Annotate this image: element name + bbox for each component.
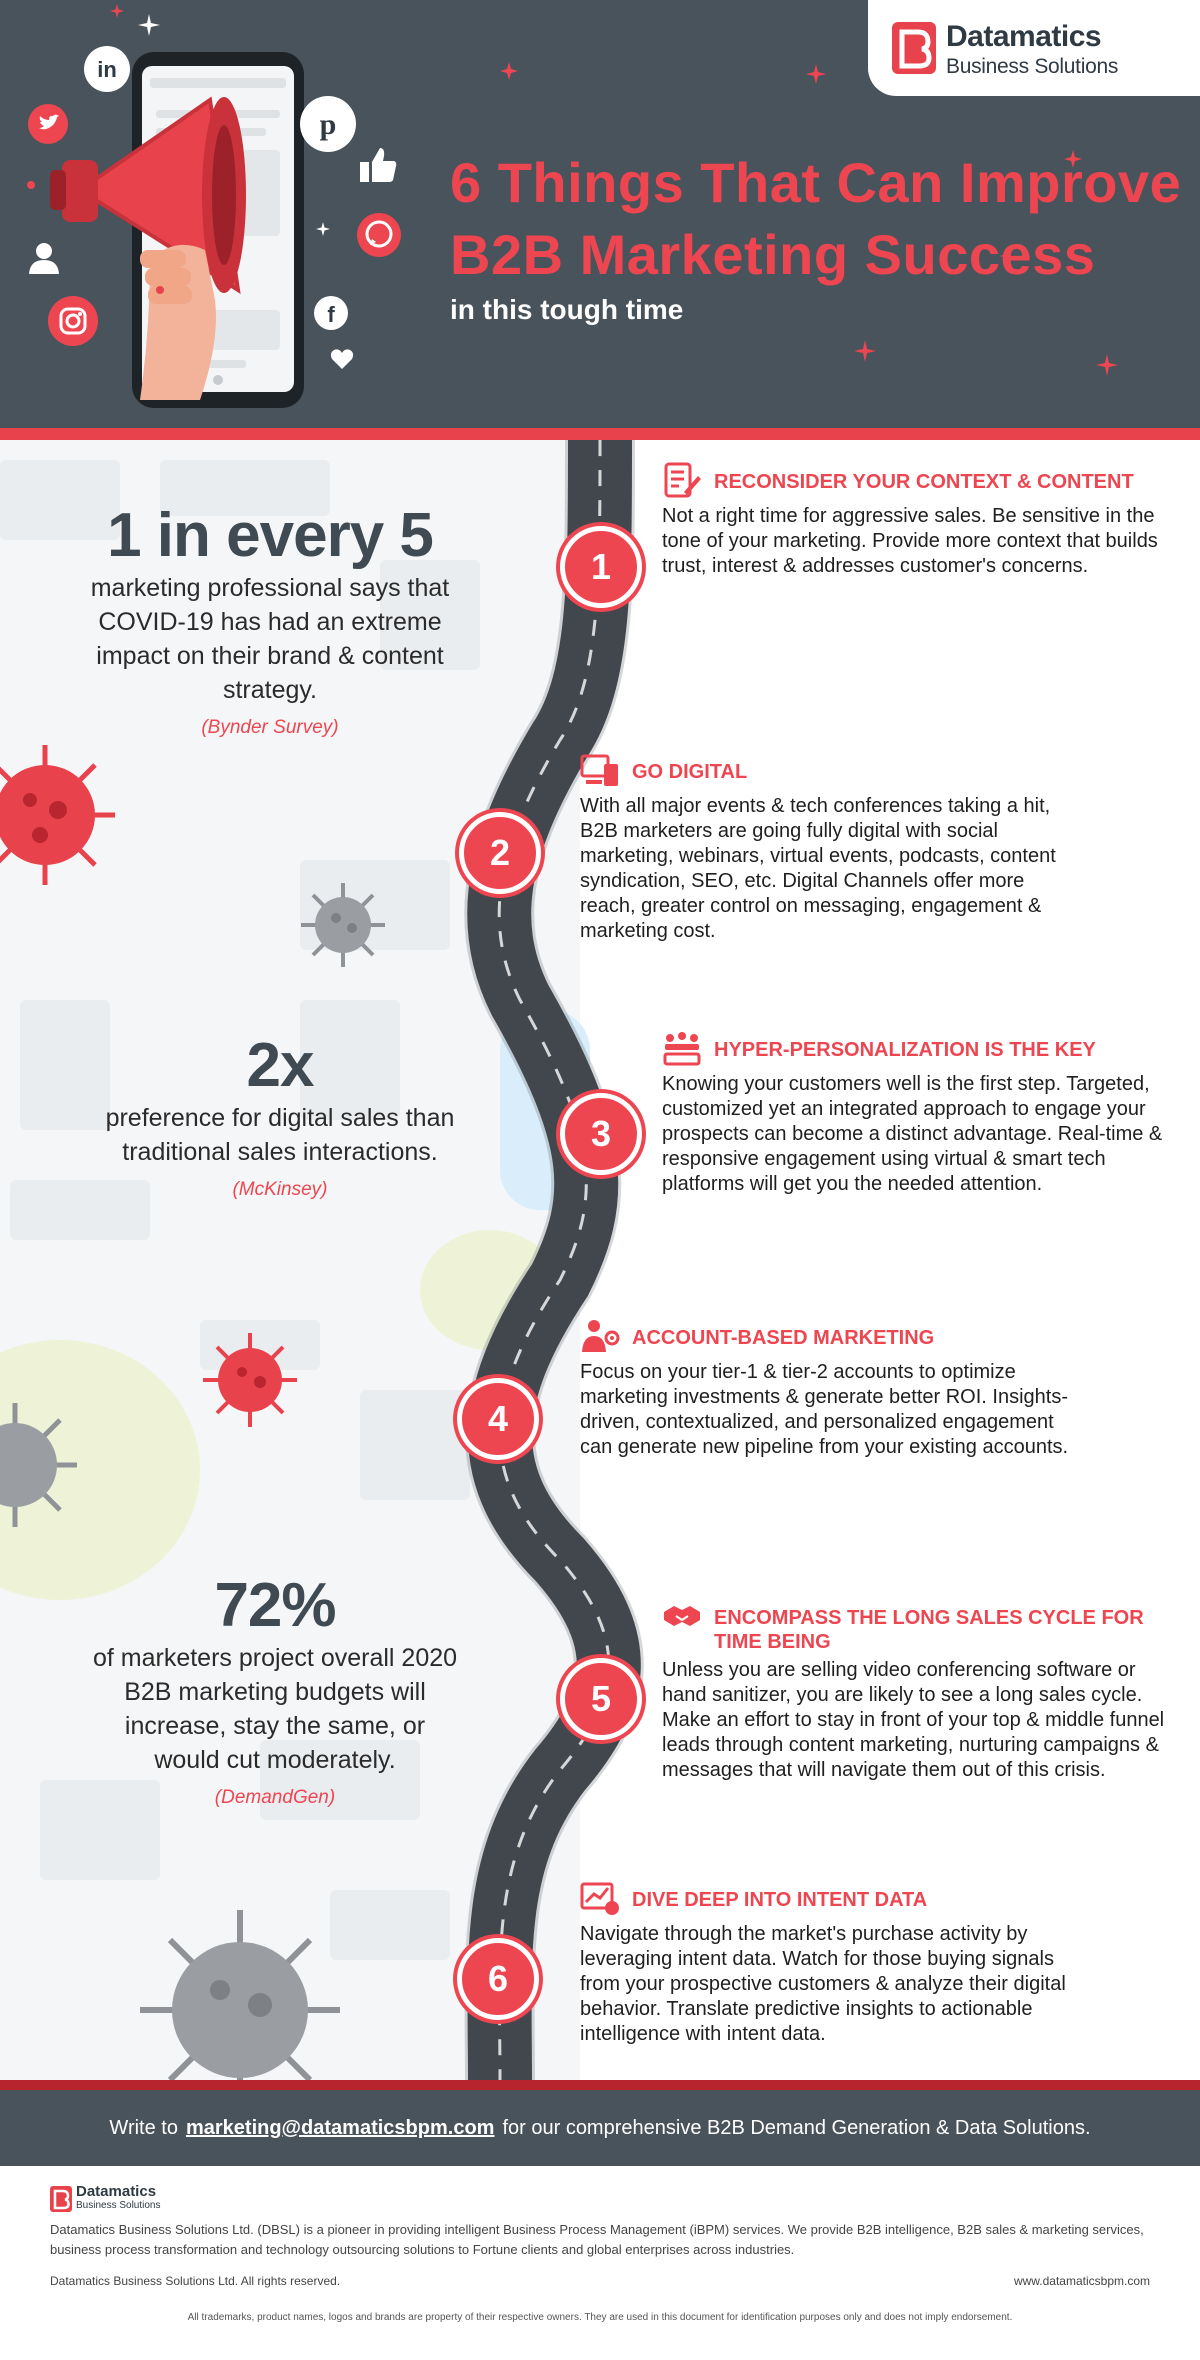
step-body: Not a right time for aggressive sales. Be sensitive in the tone of your marketing. Provide more context that builds trust, interest & addresses customer's concerns. xyxy=(662,505,1158,577)
whatsapp-icon xyxy=(356,212,402,258)
analytics-icon xyxy=(580,1878,620,1918)
stat-source: (Bynder Survey) xyxy=(201,717,339,738)
svg-text:in: in xyxy=(97,57,117,82)
stat-source: (McKinsey) xyxy=(232,1179,328,1200)
stat-value: 2x xyxy=(246,1031,314,1100)
linkedin-icon xyxy=(84,46,130,92)
virus-icon xyxy=(140,1910,340,2080)
step-marker-5: 5 xyxy=(560,1658,642,1740)
step-title: GO DIGITAL xyxy=(632,761,748,783)
stat-description: preference for digital sales than traditional sales interactions. xyxy=(105,1104,455,1166)
sparkle-icon xyxy=(1096,354,1118,376)
step-body: Knowing your customers well is the first step. Targeted, customized yet an integrated approach to engage your prospects can become a distinct advantage. Real-time & responsive engagement using virtual & smart tech platforms will get you the needed attention. xyxy=(662,1073,1163,1195)
step-marker-3: 3 xyxy=(560,1093,642,1175)
page-title-line2: B2B Marketing Success xyxy=(450,223,1096,286)
sparkle-icon xyxy=(854,340,876,362)
step-body: With all major events & tech conferences taking a hit, B2B marketers are going fully digital with social marketing, webinars, virtual events, podcasts, content syndication, SEO, etc. Digital Channels offer more reach, greater control on messaging, engagement & marketing cost. xyxy=(580,795,1056,942)
sparkle-icon xyxy=(26,180,36,190)
footer-brand-name: Datamatics xyxy=(76,2183,157,2200)
sparkle-icon xyxy=(806,64,826,84)
step-marker-2: 2 xyxy=(459,812,541,894)
datamatics-logo-icon xyxy=(50,2186,72,2212)
sparkle-icon xyxy=(110,4,124,18)
step-marker-1: 1 xyxy=(560,526,642,608)
page-title-line1: 6 Things That Can Improve xyxy=(450,151,1182,214)
stat-card-3 xyxy=(90,1570,460,1809)
stat-description: marketing professional says that COVID-19 has had an extreme impact on their brand & content strategy. xyxy=(90,574,450,704)
heart-icon xyxy=(330,348,354,370)
step-card-3 xyxy=(662,1028,1172,1197)
footer-website-link[interactable]: www.datamaticsbpm.com xyxy=(1013,2274,1150,2288)
step-card-1 xyxy=(662,460,1162,579)
devices-icon xyxy=(580,750,620,790)
twitter-icon xyxy=(28,104,68,144)
stat-source: (DemandGen) xyxy=(214,1787,336,1808)
cta-suffix: for our comprehensive B2B Demand Generation & Data Solutions. xyxy=(502,2116,1091,2139)
cta-banner xyxy=(0,2090,1200,2166)
roadmap-section xyxy=(0,440,1200,2080)
step-title: ACCOUNT-BASED MARKETING xyxy=(632,1327,935,1349)
header-divider xyxy=(0,428,1200,440)
document-edit-icon xyxy=(662,460,702,500)
facebook-icon xyxy=(314,296,348,330)
virus-icon xyxy=(0,740,120,890)
pinterest-icon xyxy=(300,96,356,152)
brand-logo[interactable] xyxy=(868,0,1200,96)
step-body: Navigate through the market's purchase activity by leveraging intent data. Watch for those buying signals from your prospective customers & analyze their digital behavior. Translate predictive insights to actionable intelligence with intent data. xyxy=(580,1923,1066,2045)
step-body: Focus on your tier-1 & tier-2 accounts to optimize marketing investments & generate better ROI. Insights-driven, contextualized, and personalized engagement can generate new pipeline from your existing accounts. xyxy=(580,1361,1069,1458)
step-body: Unless you are selling video conferencing software or hand sanitizer, you are likely to see a long sales cycle. Make an effort to stay in front of your top & middle funnel leads through content marketing, nurturing campaigns & messages that will navigate them out of this crisis. xyxy=(662,1659,1165,1781)
virus-icon xyxy=(0,1400,80,1530)
step-title: HYPER-PERSONALIZATION IS THE KEY xyxy=(714,1039,1096,1061)
target-person-icon xyxy=(580,1316,620,1356)
step-title: ENCOMPASS THE LONG SALES CYCLE FOR TIME BEING xyxy=(714,1607,1144,1653)
stat-card-2 xyxy=(100,1030,460,1201)
step-title: DIVE DEEP INTO INTENT DATA xyxy=(632,1889,928,1911)
cta-divider xyxy=(0,2080,1200,2090)
header-banner xyxy=(0,0,1200,428)
svg-text:f: f xyxy=(327,302,335,327)
footer-description: Datamatics Business Solutions Ltd. (DBSL) is a pioneer in providing intelligent Business Process Management (iBPM) services. We provide B2B intelligence, B2B sales & marketing services, business process transformation and technology outsourcing solutions to Fortune clients and global enterprises across industries. xyxy=(50,2222,1144,2257)
step-marker-6: 6 xyxy=(457,1938,539,2020)
audience-icon xyxy=(662,1028,702,1068)
step-card-4 xyxy=(580,1316,1080,1460)
svg-text:p: p xyxy=(319,108,337,141)
instagram-icon xyxy=(48,296,98,346)
stat-value: 1 in every 5 xyxy=(107,501,433,570)
step-title: RECONSIDER YOUR CONTEXT & CONTENT xyxy=(714,471,1134,493)
handshake-icon xyxy=(662,1596,702,1636)
datamatics-logo-icon xyxy=(892,22,936,74)
page-subtitle: in this tough time xyxy=(450,294,684,325)
stat-value: 72% xyxy=(214,1571,336,1640)
step-card-5 xyxy=(662,1596,1172,1783)
virus-icon xyxy=(200,1330,300,1430)
cta-prefix: Write to xyxy=(109,2116,178,2139)
step-card-6 xyxy=(580,1878,1090,2047)
sparkle-icon xyxy=(138,14,160,36)
user-icon xyxy=(26,240,62,276)
like-icon xyxy=(354,142,400,188)
stat-card-1 xyxy=(80,500,460,739)
footer-copyright: Datamatics Business Solutions Ltd. All rights reserved. xyxy=(50,2274,341,2288)
sparkle-icon xyxy=(316,222,330,236)
cta-email-link[interactable]: marketing@datamaticsbpm.com xyxy=(185,2116,495,2139)
step-marker-4: 4 xyxy=(457,1378,539,1460)
stat-description: of marketers project overall 2020 B2B marketing budgets will increase, stay the same, or would cut moderately. xyxy=(92,1644,458,1774)
brand-name: Datamatics xyxy=(946,20,1102,53)
virus-icon xyxy=(298,880,388,970)
footer-disclaimer: All trademarks, product names, logos and brands are property of their respective owners. They are used in this document for identification purposes only and does not imply endorsement. xyxy=(187,2312,1013,2323)
footer xyxy=(0,2166,1200,2360)
sparkle-icon xyxy=(500,62,518,80)
brand-sub: Business Solutions xyxy=(946,55,1119,78)
footer-brand-sub: Business Solutions xyxy=(76,2200,161,2211)
step-card-2 xyxy=(580,750,1080,944)
